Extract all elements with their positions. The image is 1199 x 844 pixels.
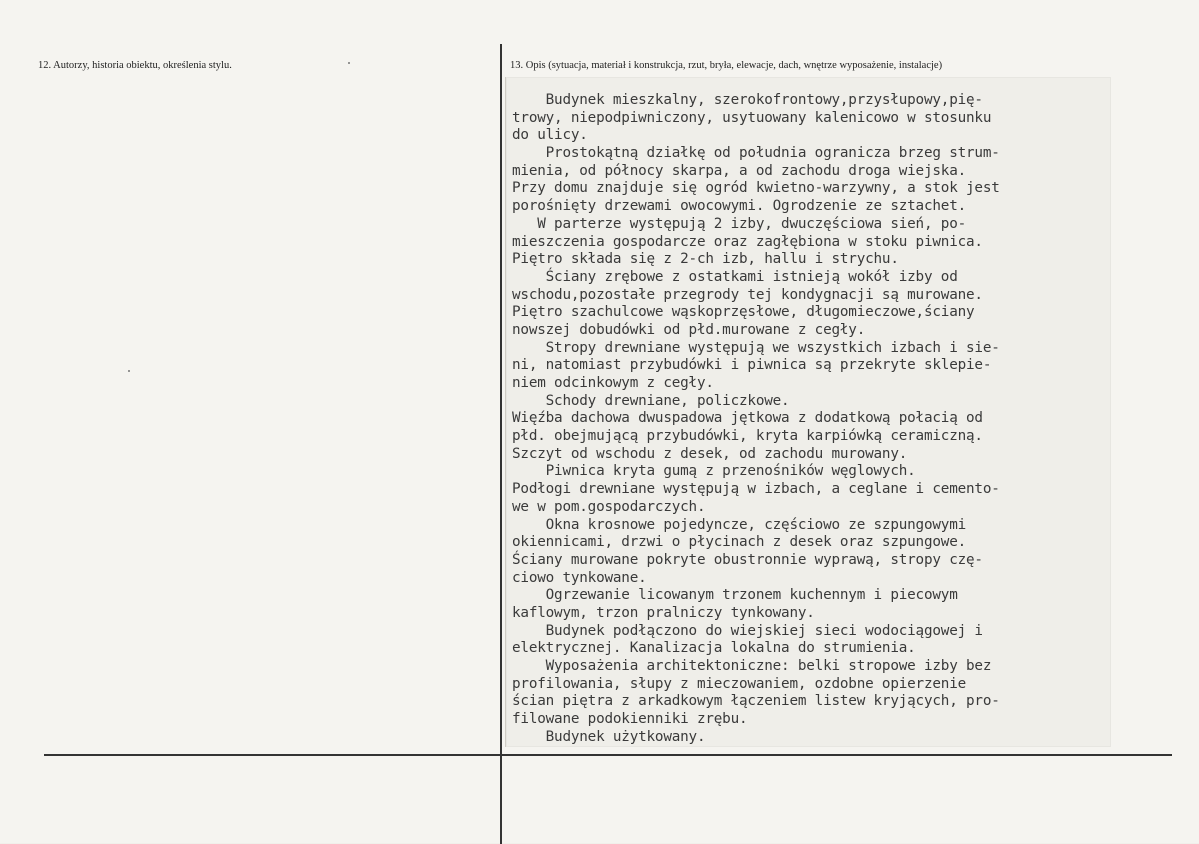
description-line: ni, natomiast przybudówki i piwnica są przekryte sklepie- xyxy=(512,357,992,374)
description-text xyxy=(512,92,1112,746)
description-line: Piętro składa się z 2-ch izb, hallu i strychu. xyxy=(512,251,899,268)
description-line: porośnięty drzewami owocowymi. Ogrodzenie ze sztachet. xyxy=(512,198,967,215)
description-line: Podłogi drewniane występują w izbach, a ceglane i cemento- xyxy=(512,481,1000,498)
description-line: Budynek podłączono do wiejskiej sieci wodociągowej i xyxy=(512,622,983,639)
description-line: do ulicy. xyxy=(512,127,588,144)
description-line: filowane podokienniki zrębu. xyxy=(512,711,748,728)
description-line: Budynek użytkowany. xyxy=(512,728,706,745)
description-line: W parterze występują 2 izby, dwuczęściowa sień, po- xyxy=(512,215,967,232)
description-line: mieszczenia gospodarcze oraz zagłębiona w stoku piwnica. xyxy=(512,233,983,250)
bottom-rule xyxy=(44,754,1172,756)
description-line: Piwnica kryta gumą z przenośników węglowych. xyxy=(512,463,916,480)
description-line: okiennicami, drzwi o płycinach z desek oraz szpungowe. xyxy=(512,534,967,551)
description-line: niem odcinkowym z cegły. xyxy=(512,375,714,391)
description-line: trowy, niepodpiwniczony, usytuowany kalenicowo w stosunku xyxy=(512,109,992,126)
description-line: kaflowym, trzon pralniczy tynkowany. xyxy=(512,604,815,621)
field-12-heading: 12. Autorzy, historia obiektu, określenia stylu. xyxy=(38,60,232,71)
description-line: Szczyt od wschodu z desek, od zachodu murowany. xyxy=(512,445,908,462)
description-line: ciowo tynkowane. xyxy=(512,569,647,586)
description-line: płd. obejmującą przybudówki, kryta karpiówką ceramiczną. xyxy=(512,428,983,445)
description-line: nowszej dobudówki od płd.murowane z cegły. xyxy=(512,321,866,338)
field-13-heading: 13. Opis (sytuacja, materiał i konstrukcja, rzut, bryła, elewacje, dach, wnętrze wyposażenie, instalacje) xyxy=(510,60,943,71)
description-line: Schody drewniane, policzkowe. xyxy=(512,392,790,409)
description-line: Wyposażenia architektoniczne: belki stropowe izby bez xyxy=(512,658,992,674)
description-line: Więźba dachowa dwuspadowa jętkowa z dodatkową połacią od xyxy=(512,410,983,427)
column-divider xyxy=(500,44,502,844)
description-line: wschodu,pozostałe przegrody tej kondygnacji są murowane. xyxy=(512,286,983,303)
description-line: Ściany zrębowe z ostatkami istnieją wokół izby od xyxy=(512,268,958,285)
description-line: ścian piętra z arkadkowym łączeniem listew kryjących, pro- xyxy=(512,693,1000,710)
description-line: Budynek mieszkalny, szerokofrontowy,przysłupowy,pię- xyxy=(512,92,983,108)
description-line: elektrycznej. Kanalizacja lokalna do strumienia. xyxy=(512,640,916,657)
paper-speck xyxy=(128,370,130,372)
description-line: we w pom.gospodarczych. xyxy=(512,498,706,515)
description-line: Przy domu znajduje się ogród kwietno-warzywny, a stok jest xyxy=(512,180,1000,197)
description-line: Ściany murowane pokryte obustronnie wyprawą, stropy czę- xyxy=(512,551,983,568)
description-line: Piętro szachulcowe wąskoprzęsłowe, długomieczowe,ściany xyxy=(512,304,975,321)
description-line: mienia, od północy skarpa, a od zachodu droga wiejska. xyxy=(512,162,967,179)
description-line: profilowania, słupy z mieczowaniem, ozdobne opierzenie xyxy=(512,675,967,692)
description-line: Ogrzewanie licowanym trzonem kuchennym i piecowym xyxy=(512,587,958,604)
description-line: Prostokątną działkę od południa ogranicza brzeg strum- xyxy=(512,145,1000,162)
paper-speck xyxy=(348,62,350,64)
description-line: Okna krosnowe pojedyncze, częściowo ze szpungowymi xyxy=(512,516,967,533)
description-line: Stropy drewniane występują we wszystkich izbach i sie- xyxy=(512,339,1000,356)
